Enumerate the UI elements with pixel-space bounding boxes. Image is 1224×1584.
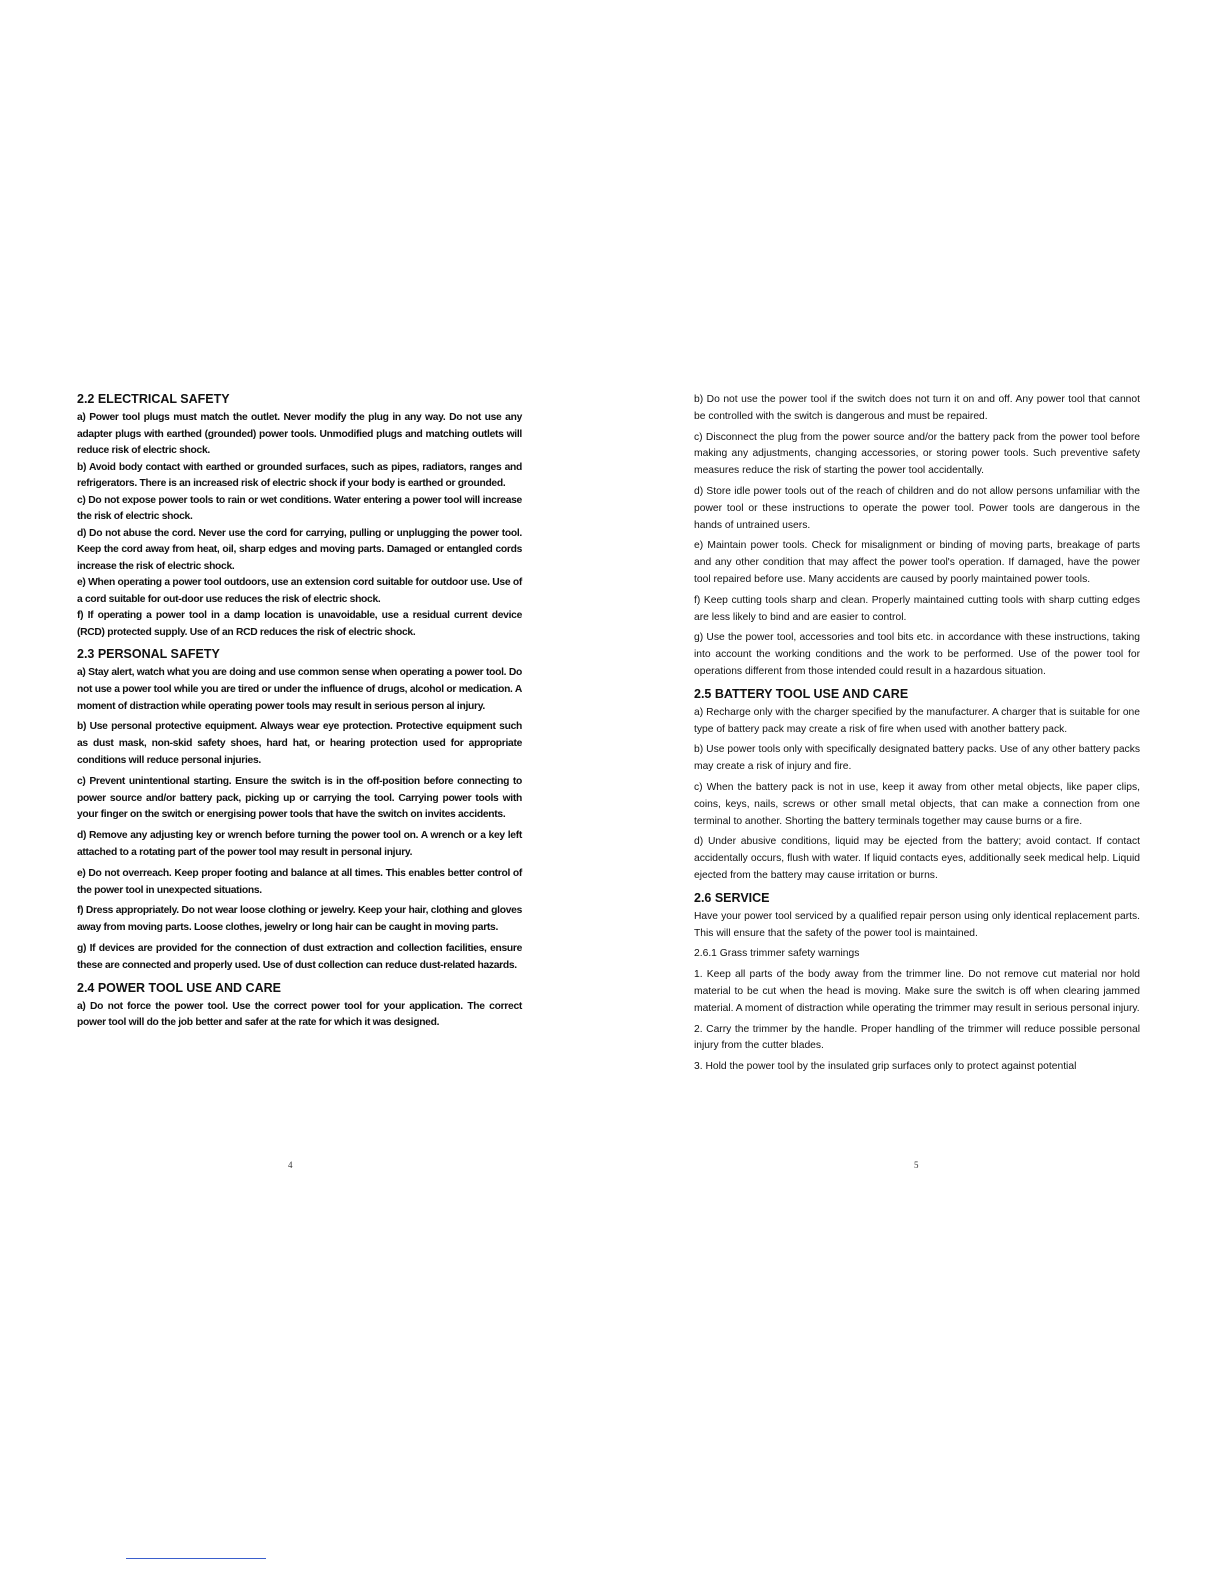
personal-safety-item-b: b) Use personal protective equipment. Always wear eye protection. Protective equipment such as dust mask, non-skid safety shoes, hard hat, or hearing protection used for appropriate conditions will reduce personal injuries. [77, 721, 522, 766]
personal-safety-item-c: c) Prevent unintentional starting. Ensure the switch is in the off-position before connecting to power source and/or battery pack, picking up or carrying the tool. Carrying power tools with your finger on the switch or energising power tools that have the switch on invites accidents. [77, 775, 522, 821]
power-tool-use-item-g: g) Use the power tool, accessories and tool bits etc. in accordance with these instructions, taking into account the working conditions and the work to be performed. Use of the power tool for operations different from those intended could result in a hazardous situation. [694, 632, 1140, 677]
battery-tool-item-a: a) Recharge only with the charger specified by the manufacturer. A charger that is suitable for one type of battery pack may create a risk of fire when used with another battery pack. [694, 706, 1140, 735]
electrical-safety-item-d: d) Do not abuse the cord. Never use the cord for carrying, pulling or unplugging the power tool. Keep the cord away from heat, oil, sharp edges and moving parts. Damaged or entangled cords increase the risk of electric shock. [77, 527, 522, 572]
footer-rule [126, 1558, 266, 1559]
trimmer-warning-2: 2. Carry the trimmer by the handle. Proper handling of the trimmer will reduce possible personal injury from the cutter blades. [694, 1023, 1140, 1052]
heading-power-tool-use: 2.4 POWER TOOL USE AND CARE [77, 980, 281, 995]
page-number-left: 4 [288, 1160, 293, 1170]
battery-tool-item-d: d) Under abusive conditions, liquid may be ejected from the battery; avoid contact. If contact accidentally occurs, flush with water. If liquid contacts eyes, additionally seek medical help. Liquid ejected from the battery may cause irritation or burns. [694, 836, 1140, 881]
page-number-right: 5 [914, 1160, 919, 1170]
power-tool-use-item-e: e) Maintain power tools. Check for misalignment or binding of moving parts, breakage of parts and any other condition that may affect the power tool's operation. If damaged, have the power tool repaired before use. Many accidents are caused by poorly maintained power tools. [694, 540, 1140, 585]
electrical-safety-item-f: f) If operating a power tool in a damp location is unavoidable, use a residual current device (RCD) protected supply. Use of an RCD reduces the risk of electric shock. [77, 610, 522, 638]
heading-electrical-safety: 2.2 ELECTRICAL SAFETY [77, 392, 230, 406]
personal-safety-item-d: d) Remove any adjusting key or wrench before turning the power tool on. A wrench or a key left attached to a rotating part of the power tool may result in personal injury. [77, 830, 522, 858]
personal-safety-item-f: f) Dress appropriately. Do not wear loose clothing or jewelry. Keep your hair, clothing and gloves away from moving parts. Loose clothes, jewelry or long hair can be caught in moving parts. [77, 905, 522, 934]
electrical-safety-item-e: e) When operating a power tool outdoors, use an extension cord suitable for outdoor use. Use of a cord suitable for out-door use reduces the risk of electric shock. [77, 577, 522, 605]
heading-personal-safety: 2.3 PERSONAL SAFETY [77, 647, 220, 661]
electrical-safety-item-a: a) Power tool plugs must match the outlet. Never modify the plug in any way. Do not use any adapter plugs with earthed (grounded) power tools. Unmodified plugs and matching outlets will reduce risk of electric shock. [77, 412, 522, 456]
electrical-safety-item-b: b) Avoid body contact with earthed or grounded surfaces, such as pipes, radiators, ranges and refrigerators. There is an increased risk of electric shock if your body is earthed or grounded. [77, 461, 522, 489]
power-tool-use-item-f: f) Keep cutting tools sharp and clean. Properly maintained cutting tools with sharp cutting edges are less likely to bind and are easier to control. [694, 594, 1140, 623]
power-tool-use-item-d: d) Store idle power tools out of the reach of children and do not allow persons unfamiliar with the power tool or these instructions to operate the power tool. Power tools are dangerous in the hands of untrained users. [694, 485, 1140, 531]
trimmer-warning-3: 3. Hold the power tool by the insulated grip surfaces only to protect against potential [694, 1061, 1077, 1073]
battery-tool-item-b: b) Use power tools only with specifically designated battery packs. Use of any other battery packs may create a risk of injury and fire. [694, 744, 1140, 773]
personal-safety-item-a: a) Stay alert, watch what you are doing and use common sense when operating a power tool. Do not use a power tool while you are tired or under the influence of drugs, alcohol or medication. A moment of distraction while operating power tools may result in serious person al injury. [77, 667, 522, 712]
personal-safety-item-e: e) Do not overreach. Keep proper footing and balance at all times. This enables better control of the power tool in unexpected situations. [77, 867, 522, 896]
personal-safety-item-g: g) If devices are provided for the connection of dust extraction and collection facilities, ensure these are connected and properly used. Use of dust collection can reduce dust-related hazards. [77, 942, 522, 971]
trimmer-warning-1: 1. Keep all parts of the body away from the trimmer line. Do not remove cut material nor hold material to be cut when the head is moving. Make sure the switch is off when clearing jammed material. A moment of distraction while operating the trimmer may result in serious personal injury. [694, 969, 1140, 1014]
service-intro: Have your power tool serviced by a qualified repair person using only identical replacement parts. This will ensure that the safety of the power tool is maintained. [694, 910, 1140, 939]
trimmer-warnings-subheading: 2.6.1 Grass trimmer safety warnings [694, 948, 860, 960]
left-page [77, 392, 522, 1036]
battery-tool-item-c: c) When the battery pack is not in use, keep it away from other metal objects, like paper clips, coins, keys, nails, screws or other small metal objects, that can make a connection from one terminal to another. Shorting the battery terminals together may cause burns or a fire. [694, 781, 1140, 827]
right-page [694, 392, 1140, 1080]
power-tool-use-item-c: c) Disconnect the plug from the power source and/or the battery pack from the power tool before making any adjustments, changing accessories, or storing power tools. Such preventive safety measures reduce the risk of starting the power tool accidentally. [694, 431, 1140, 477]
power-tool-use-item-a: a) Do not force the power tool. Use the correct power tool for your application. The correct power tool will do the job better and safer at the rate for which it was designed. [77, 1000, 522, 1029]
electrical-safety-item-c: c) Do not expose power tools to rain or wet conditions. Water entering a power tool will increase the risk of electric shock. [77, 494, 522, 522]
power-tool-use-item-b: b) Do not use the power tool if the switch does not turn it on and off. Any power tool that cannot be controlled with the switch is dangerous and must be repaired. [694, 394, 1140, 422]
heading-battery-tool-use: 2.5 BATTERY TOOL USE AND CARE [694, 686, 909, 701]
heading-service: 2.6 SERVICE [694, 890, 770, 905]
